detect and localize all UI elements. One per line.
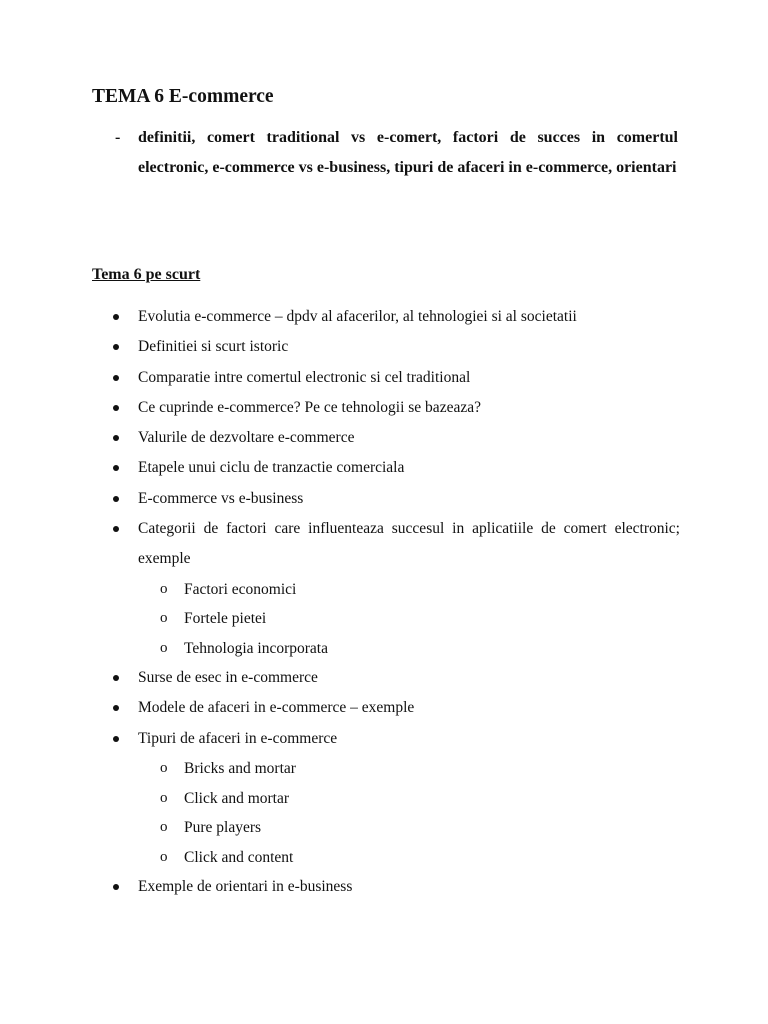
bullet-dot-icon — [113, 496, 119, 502]
sub-list-item-text: Click and mortar — [184, 789, 290, 807]
bullet-dot-icon — [113, 375, 119, 381]
list-item — [92, 453, 680, 483]
list-item — [92, 693, 680, 723]
list-item-text: E-commerce vs e-business — [138, 489, 304, 507]
list-item-text: Valurile de dezvoltare e-commerce — [138, 429, 355, 447]
sub-list-item-text: Factori economici — [184, 580, 297, 598]
list-item — [92, 663, 680, 693]
sub-list-item — [92, 813, 680, 843]
bullet-dot-icon — [113, 405, 119, 411]
bullet-dot-icon — [113, 344, 119, 350]
sub-bullet-marker: o — [160, 789, 168, 806]
sub-list-item — [92, 754, 680, 784]
sub-bullet-marker: o — [160, 610, 168, 627]
bullet-dot-icon — [113, 465, 119, 471]
sub-bullet-marker: o — [160, 639, 168, 656]
list-item-text: Modele de afaceri in e-commerce – exemple — [138, 699, 415, 717]
sub-list-item-text: Tehnologia incorporata — [184, 639, 328, 657]
list-item — [92, 484, 680, 514]
sub-bullet-marker: o — [160, 760, 168, 777]
list-item — [92, 332, 680, 362]
list-item-text: Ce cuprinde e-commerce? Pe ce tehnologii se bazeaza? — [138, 398, 481, 416]
sub-list-item — [92, 784, 680, 814]
list-item-text: Categorii de factori care influenteaza succesul in aplicatiile de comert electronic; exemple — [138, 520, 680, 568]
sub-list-item-text: Click and content — [184, 848, 294, 866]
sub-list-item-text: Bricks and mortar — [184, 760, 296, 778]
dash-marker: - — [115, 129, 121, 146]
bullet-list — [92, 302, 680, 902]
sub-list-item — [92, 604, 680, 634]
list-item — [92, 423, 680, 453]
sub-bullet-marker: o — [160, 819, 168, 836]
bullet-dot-icon — [113, 435, 119, 441]
list-item-text: Exemple de orientari in e-business — [138, 878, 353, 896]
list-item-text: Definitiei si scurt istoric — [138, 338, 289, 356]
list-item — [92, 363, 680, 393]
document-title: TEMA 6 E-commerce — [92, 86, 274, 107]
sub-list-item — [92, 634, 680, 664]
bullet-dot-icon — [113, 314, 119, 320]
list-item — [92, 514, 680, 575]
bullet-dot-icon — [113, 526, 119, 532]
bullet-dot-icon — [113, 705, 119, 711]
section-title: Tema 6 pe scurt — [92, 266, 201, 283]
list-item — [92, 724, 680, 754]
list-item — [92, 872, 680, 902]
sub-list-item — [92, 575, 680, 605]
topic-summary-text: definitii, comert traditional vs e-comert, factori de succes in comertul electronic, e-commerce vs e-business, tipuri de afaceri in e-commerce, orientari — [138, 129, 678, 176]
bullet-dot-icon — [113, 675, 119, 681]
list-item — [92, 302, 680, 332]
list-item-text: Comparatie intre comertul electronic si cel traditional — [138, 368, 471, 386]
list-item — [92, 393, 680, 423]
sub-list-item-text: Fortele pietei — [184, 610, 267, 628]
list-item-text: Etapele unui ciclu de tranzactie comerciala — [138, 459, 405, 477]
sub-bullet-marker: o — [160, 580, 168, 597]
sub-list-item — [92, 843, 680, 873]
sub-bullet-marker: o — [160, 848, 168, 865]
list-item-text: Evolutia e-commerce – dpdv al afacerilor, al tehnologiei si al societatii — [138, 308, 577, 325]
list-item-text: Surse de esec in e-commerce — [138, 669, 318, 687]
list-item-text: Tipuri de afaceri in e-commerce — [138, 729, 338, 747]
bullet-dot-icon — [113, 884, 119, 890]
sub-list-item-text: Pure players — [184, 819, 262, 837]
bullet-dot-icon — [113, 736, 119, 742]
